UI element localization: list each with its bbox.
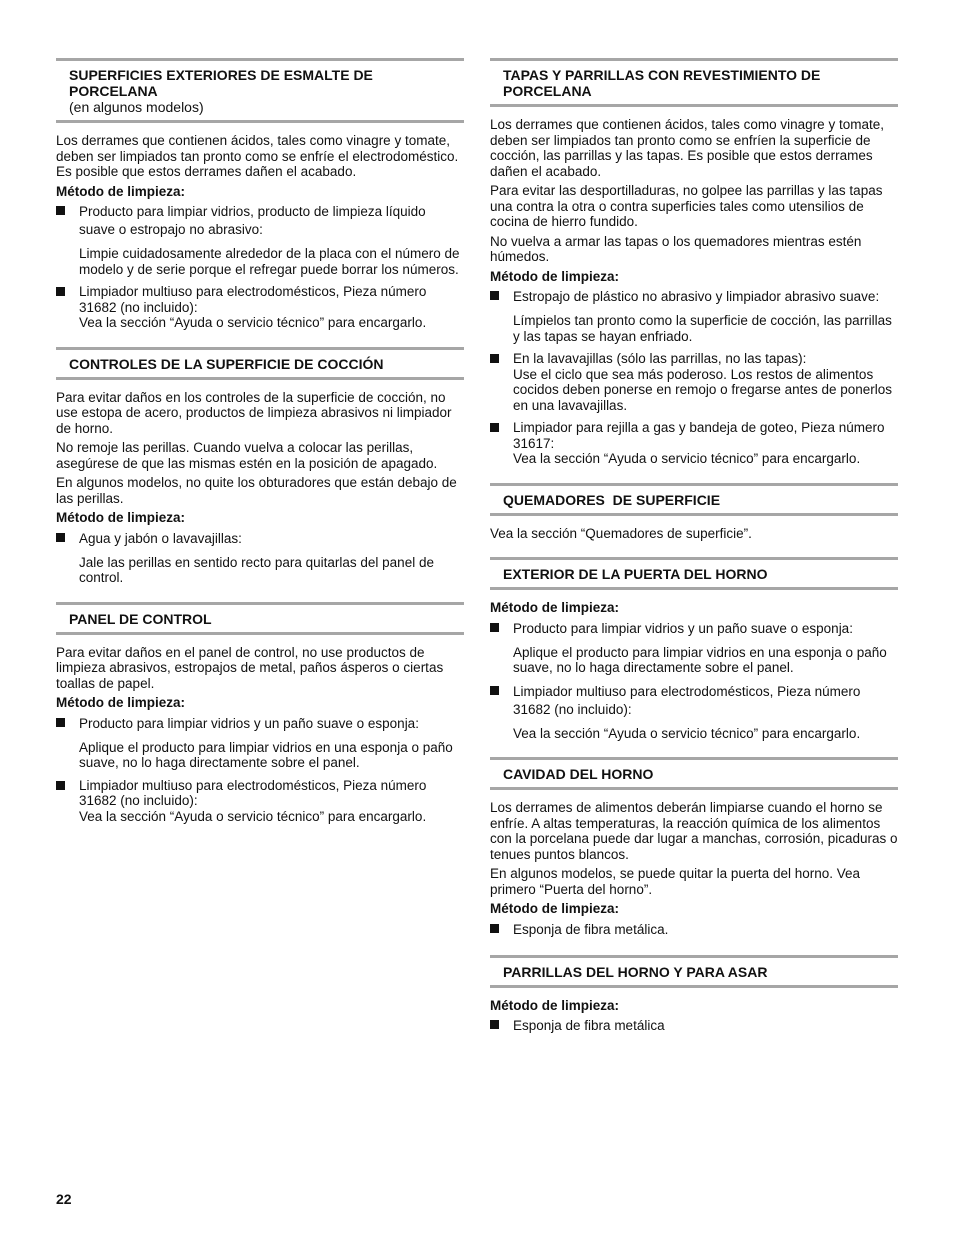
- list-item: [490, 288, 898, 306]
- list-item-line: Limpiador multiuso para electrodomésticos, Pieza número 31682 (no incluido):: [79, 284, 427, 315]
- paragraph: Para evitar daños en los controles de la superficie de cocción, no use estopa de acero, productos de limpieza abrasivos ni limpiador de horno.: [56, 389, 452, 436]
- section-esmalte-porcelana: [56, 58, 464, 331]
- section-cavidad-horno: [490, 757, 898, 939]
- paragraph: No remoje las perillas. Cuando vuelva a colocar las perillas, asegúrese de que las mismas estén en la posición de apagado.: [56, 440, 438, 471]
- list-item-text: Producto para limpiar vidrios, producto de limpieza líquido suave o estropajo no abrasivo:: [79, 204, 426, 237]
- square-bullet-icon: [56, 718, 65, 727]
- method-label: Método de limpieza:: [490, 600, 620, 615]
- list-item-text: Producto para limpiar vidrios y un paño suave o esponja:: [79, 715, 419, 731]
- paragraph: Los derrames que contienen ácidos, tales como vinagre y tomate, deben ser limpiados tan pronto como se enfríen la superficie de cocción, las parrillas y las tapas. Es posible que estos derrames dañen el acabado.: [490, 117, 884, 179]
- list-item-note: Jale las perillas en sentido recto para quitarlas del panel de control.: [79, 554, 434, 585]
- section-controles-superficie: [56, 347, 464, 586]
- square-bullet-icon: [56, 533, 65, 542]
- section-header: [56, 602, 464, 635]
- list-item-note: Límpielos tan pronto como la superficie de cocción, las parrillas y las tapas se hayan enfriado.: [513, 313, 892, 344]
- square-bullet-icon: [490, 623, 499, 632]
- section-title: PARRILLAS DEL HORNO Y PARA ASAR: [503, 963, 768, 980]
- list-item: [490, 420, 898, 467]
- paragraph: Vea la sección “Quemadores de superficie”.: [490, 525, 752, 541]
- list-item: [56, 203, 464, 239]
- square-bullet-icon: [490, 1020, 499, 1029]
- section-header: [490, 58, 898, 107]
- method-label: Método de limpieza:: [490, 901, 620, 916]
- list-item-note: Limpie cuidadosamente alrededor de la placa con el número de modelo y de serie porque el refregar puede borrar los números.: [79, 246, 460, 277]
- list-item-line: Vea la sección “Ayuda o servicio técnico” para encargarlo.: [513, 451, 861, 466]
- list-item: [56, 715, 464, 733]
- list-item: [490, 921, 898, 939]
- section-exterior-puerta: [490, 557, 898, 741]
- paragraph: Para evitar las desportilladuras, no golpee las parrillas y las tapas una contra la otra o contra superficies tales como utensilios de cocina de hierro fundido.: [490, 183, 883, 229]
- list-item-line: Limpiador para rejilla a gas y bandeja de goteo, Pieza número 31617:: [513, 420, 885, 451]
- method-label: Método de limpieza:: [56, 510, 186, 525]
- list-item-text: [79, 284, 464, 331]
- section-header: [490, 483, 898, 516]
- square-bullet-icon: [56, 781, 65, 790]
- section-header: [490, 757, 898, 790]
- section-parrillas-horno: [490, 955, 898, 1036]
- square-bullet-icon: [56, 206, 65, 215]
- list-item-note: Aplique el producto para limpiar vidrios en una esponja o paño suave, no lo haga directamente sobre el panel.: [513, 644, 887, 675]
- method-label: Método de limpieza:: [490, 997, 620, 1013]
- paragraph: En algunos modelos, no quite los obturadores que están debajo de las perillas.: [56, 475, 457, 506]
- list-item: [490, 351, 898, 413]
- list-item: [490, 1017, 898, 1035]
- square-bullet-icon: [490, 686, 499, 695]
- section-header: [56, 347, 464, 380]
- square-bullet-icon: [490, 423, 499, 432]
- list-item-text: Limpiador multiuso para electrodomésticos, Pieza número 31682 (no incluido):: [513, 683, 861, 717]
- list-item-text: Estropajo de plástico no abrasivo y limpiador abrasivo suave:: [513, 289, 880, 304]
- section-header: [490, 955, 898, 988]
- list-item-line: En la lavavajillas (sólo las parrillas, no las tapas):: [513, 351, 807, 366]
- paragraph: Los derrames que contienen ácidos, tales como vinagre y tomate, deben ser limpiados tan pronto como se enfríe el electrodoméstico. Es posible que estos derrames dañen el acabado.: [56, 133, 459, 179]
- section-title: CAVIDAD DEL HORNO: [503, 766, 654, 782]
- method-label: Método de limpieza:: [490, 268, 620, 284]
- section-title: CONTROLES DE LA SUPERFICIE DE COCCIÓN: [69, 355, 384, 372]
- list-item-note: Vea la sección “Ayuda o servicio técnico” para encargarlo.: [513, 725, 861, 741]
- section-quemadores: [490, 483, 898, 542]
- list-item-line: Vea la sección “Ayuda o servicio técnico” para encargarlo.: [79, 808, 427, 824]
- list-item-text: Producto para limpiar vidrios y un paño suave o esponja:: [513, 620, 853, 636]
- list-item: [56, 778, 464, 825]
- method-label: Método de limpieza:: [56, 695, 186, 710]
- section-title: QUEMADORES DE SUPERFICIE: [503, 491, 721, 508]
- section-panel-control: [56, 602, 464, 825]
- list-item-text: Esponja de fibra metálica: [513, 1018, 665, 1033]
- list-item-text: [513, 420, 898, 467]
- list-item-text: Esponja de fibra metálica.: [513, 921, 669, 937]
- list-item: [490, 683, 898, 719]
- paragraph: Los derrames de alimentos deberán limpiarse cuando el horno se enfríe. A altas temperaturas, la reacción química de los alimentos con la porcelana puede dar lugar a manchas, corrosión, picaduras o tenues puntos blancos.: [490, 800, 898, 862]
- section-subtitle: (en algunos modelos): [69, 99, 204, 115]
- section-title: EXTERIOR DE LA PUERTA DEL HORNO: [503, 566, 768, 582]
- paragraph: No vuelva a armar las tapas o los quemadores mientras estén húmedos.: [490, 233, 862, 264]
- page-number: 22: [56, 1191, 72, 1207]
- section-tapas-parrillas: [490, 58, 898, 467]
- list-item: [490, 620, 898, 638]
- square-bullet-icon: [490, 924, 499, 933]
- section-title: PANEL DE CONTROL: [69, 610, 212, 627]
- list-item-text: Agua y jabón o lavavajillas:: [79, 530, 242, 546]
- right-column: [490, 58, 898, 1051]
- square-bullet-icon: [56, 287, 65, 296]
- list-item-text: [79, 778, 464, 825]
- square-bullet-icon: [490, 354, 499, 363]
- list-item-line: Vea la sección “Ayuda o servicio técnico” para encargarlo.: [79, 315, 427, 330]
- list-item-line: Use el ciclo que sea más poderoso. Los restos de alimentos cocidos deben ponerse en remojo o fregarse antes de ponerlos en una lavavajillas.: [513, 366, 892, 413]
- list-item-text: [513, 351, 898, 413]
- method-label: Método de limpieza:: [56, 183, 186, 199]
- square-bullet-icon: [490, 291, 499, 300]
- paragraph: En algunos modelos, se puede quitar la puerta del horno. Vea primero “Puerta del horno”.: [490, 866, 861, 897]
- section-title: TAPAS Y PARRILLAS CON REVESTIMIENTO DE PORCELANA: [503, 67, 821, 99]
- list-item-note: Aplique el producto para limpiar vidrios en una esponja o paño suave, no lo haga directamente sobre el panel.: [79, 739, 453, 770]
- paragraph: Para evitar daños en el panel de control, no use productos de limpieza abrasivos, estropajos de metal, paños ásperos o ciertas toallas de papel.: [56, 644, 444, 691]
- list-item-line: Limpiador multiuso para electrodomésticos, Pieza número 31682 (no incluido):: [79, 777, 427, 808]
- section-title: SUPERFICIES EXTERIORES DE ESMALTE DE PORCELANA: [69, 67, 373, 99]
- list-item: [56, 530, 464, 548]
- section-header: [490, 557, 898, 590]
- list-item: [56, 284, 464, 331]
- left-column: [56, 58, 464, 840]
- section-header: [56, 58, 464, 123]
